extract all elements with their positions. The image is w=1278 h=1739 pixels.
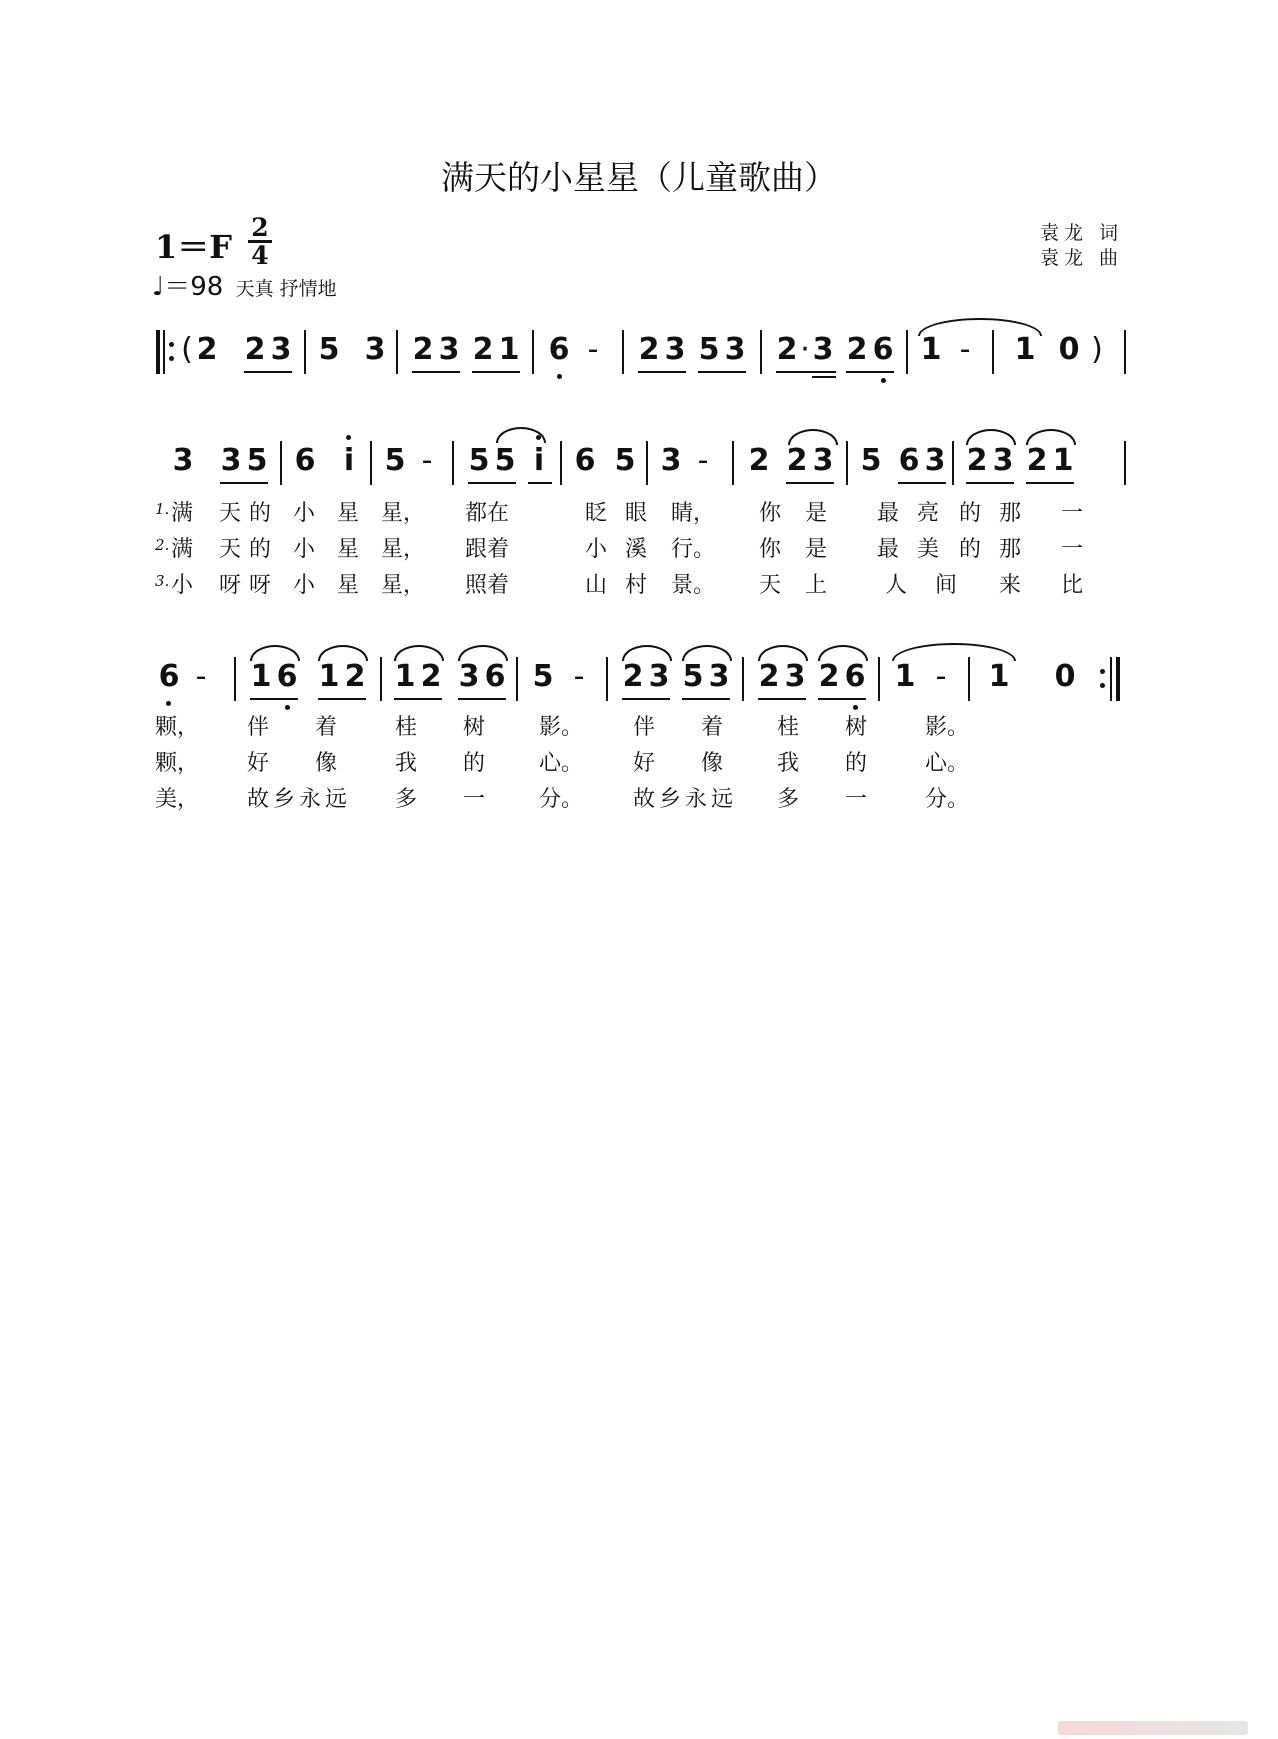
dot: · <box>800 332 810 367</box>
lyric-syllable: 天 <box>219 537 242 562</box>
note: 5 <box>318 332 340 367</box>
time-signature <box>248 213 272 270</box>
note: 3 <box>992 443 1014 478</box>
lyric-syllable: 天 <box>759 573 782 598</box>
lyric-syllable: 一 <box>463 787 486 812</box>
lyric-syllable: 星， <box>381 573 426 598</box>
lyric-syllable: 颗， <box>155 715 200 740</box>
lyric-syllable: 一 <box>1061 501 1084 526</box>
note: 1 <box>498 332 520 367</box>
lyric-syllable: 星 <box>337 573 360 598</box>
score-row-2 <box>156 441 1126 501</box>
lyric-syllable: 我 <box>777 751 800 776</box>
note: 3 <box>172 443 194 478</box>
lyric-syllable: 故乡永远 <box>247 787 352 812</box>
note: 6 <box>898 443 920 478</box>
lyric-syllable: 最 <box>877 501 900 526</box>
lyric-syllable: 溪 <box>625 537 648 562</box>
note: 6 <box>294 443 316 478</box>
note: i <box>533 443 545 478</box>
lyric-syllable: 的 <box>959 501 982 526</box>
note: 2 <box>622 659 644 694</box>
lyric-syllable: 满 <box>171 537 194 562</box>
lyric-syllable: 一 <box>1061 537 1084 562</box>
lyric-syllable: 影。 <box>925 715 970 740</box>
lyric-syllable: 人 <box>885 573 908 598</box>
note: 3 <box>664 332 686 367</box>
lyric-syllable: 树 <box>845 715 868 740</box>
lyric-syllable: 分。 <box>925 787 970 812</box>
lyric-syllable: 心。 <box>539 751 584 776</box>
lyric-syllable: 山 <box>585 573 608 598</box>
lyric-syllable: 间 <box>935 573 958 598</box>
lyric-syllable: 故乡永远 <box>633 787 738 812</box>
note: 2 <box>966 443 988 478</box>
lyric-syllable: 最 <box>877 537 900 562</box>
lyric-syllable: 像 <box>315 751 338 776</box>
lyric-syllable: 眨 <box>585 501 608 526</box>
lyric-syllable: 分。 <box>539 787 584 812</box>
lyric-syllable: 的 <box>249 537 272 562</box>
lyric-syllable: 你 <box>759 501 782 526</box>
note: 6 <box>844 659 866 694</box>
note: 6 <box>872 332 894 367</box>
note: 3 <box>708 659 730 694</box>
lyric-syllable: 着 <box>315 715 338 740</box>
lyricist-credit: 袁龙 词 <box>1040 222 1124 244</box>
lyric-syllable: 满 <box>171 501 194 526</box>
watermark-logo <box>1058 1721 1248 1735</box>
lyric-syllable: 树 <box>463 715 486 740</box>
lyric-syllable: 小 <box>171 573 194 598</box>
note: i <box>343 443 355 478</box>
note: 0 <box>1058 332 1080 367</box>
note: 0 <box>1054 659 1076 694</box>
lyric-syllable: 好 <box>633 751 656 776</box>
note: 2 <box>196 332 218 367</box>
lyric-syllable: 我 <box>395 751 418 776</box>
note: 1 <box>250 659 272 694</box>
lyric-syllable: 景。 <box>671 573 716 598</box>
note: 5 <box>468 443 490 478</box>
note: 3 <box>648 659 670 694</box>
lyric-syllable: 村 <box>625 573 648 598</box>
note: 6 <box>574 443 596 478</box>
lyric-syllable: 美 <box>917 537 940 562</box>
lyric-syllable: 星 <box>337 537 360 562</box>
dash: - <box>421 443 433 478</box>
note: 3 <box>364 332 386 367</box>
lyric-syllable: 小 <box>293 573 316 598</box>
lyric-syllable: 上 <box>805 573 828 598</box>
lyric-syllable: 影。 <box>539 715 584 740</box>
lyric-syllable: 2. <box>155 536 170 554</box>
note: 6 <box>276 659 298 694</box>
tempo-style: 天真 抒情地 <box>235 278 337 300</box>
paren-close: ) <box>1091 332 1103 367</box>
note: 3 <box>924 443 946 478</box>
lyric-syllable: 3. <box>155 572 170 590</box>
lyric-syllable: 一 <box>845 787 868 812</box>
note: 2 <box>638 332 660 367</box>
note: 1 <box>920 332 942 367</box>
lyric-syllable: 那 <box>999 537 1022 562</box>
lyric-syllable: 多 <box>777 787 800 812</box>
lyric-syllable: 好 <box>247 751 270 776</box>
lyric-syllable: 都在 <box>465 501 510 526</box>
lyric-syllable: 小 <box>293 501 316 526</box>
note: 6 <box>548 332 570 367</box>
note: 2 <box>748 443 770 478</box>
lyric-syllable: 亮 <box>917 501 940 526</box>
tempo-marking <box>152 266 337 303</box>
dash: - <box>935 659 947 694</box>
lyric-syllable: 比 <box>1061 573 1084 598</box>
note: 3 <box>270 332 292 367</box>
lyric-syllable: 小 <box>585 537 608 562</box>
note: 5 <box>494 443 516 478</box>
lyric-syllable: 星 <box>337 501 360 526</box>
lyric-syllable: 那 <box>999 501 1022 526</box>
lyric-syllable: 像 <box>701 751 724 776</box>
note: 6 <box>158 659 180 694</box>
note: 5 <box>246 443 268 478</box>
note: 3 <box>724 332 746 367</box>
lyric-syllable: 是 <box>805 501 828 526</box>
note: 3 <box>660 443 682 478</box>
note: 5 <box>698 332 720 367</box>
lyric-syllable: 天 <box>219 501 242 526</box>
note: 2 <box>1026 443 1048 478</box>
note: 6 <box>484 659 506 694</box>
note: 2 <box>818 659 840 694</box>
lyric-syllable: 睛， <box>671 501 716 526</box>
note: 3 <box>220 443 242 478</box>
note: 5 <box>532 659 554 694</box>
dash: - <box>697 443 709 478</box>
lyric-syllable: 眼 <box>625 501 648 526</box>
song-title: 满天的小星星（儿童歌曲） <box>441 158 837 197</box>
lyric-syllable: 星， <box>381 501 426 526</box>
lyric-syllable: 是 <box>805 537 828 562</box>
note: 5 <box>384 443 406 478</box>
lyric-syllable: 的 <box>249 501 272 526</box>
note: 1 <box>318 659 340 694</box>
note: 2 <box>412 332 434 367</box>
lyric-syllable: 的 <box>845 751 868 776</box>
note: 2 <box>344 659 366 694</box>
note: 2 <box>472 332 494 367</box>
note: 2 <box>244 332 266 367</box>
lyric-syllable: 小 <box>293 537 316 562</box>
lyric-syllable: 呀 <box>219 573 242 598</box>
lyric-syllable: 伴 <box>633 715 656 740</box>
tempo-value: ♩＝98 <box>152 272 224 302</box>
dash: - <box>195 659 207 694</box>
key-signature: 1＝F <box>155 228 232 266</box>
lyric-syllable: 桂 <box>777 715 800 740</box>
note: 3 <box>438 332 460 367</box>
note: 1 <box>894 659 916 694</box>
lyric-syllable: 星， <box>381 537 426 562</box>
note: 1 <box>988 659 1010 694</box>
lyric-syllable: 颗， <box>155 751 200 776</box>
note: 2 <box>758 659 780 694</box>
lyric-syllable: 行。 <box>671 537 716 562</box>
lyric-syllable: 1. <box>155 500 170 518</box>
time-signature-top: 2 <box>251 213 269 242</box>
note: 2 <box>786 443 808 478</box>
lyric-syllable: 来 <box>999 573 1022 598</box>
note: 3 <box>458 659 480 694</box>
dash: - <box>573 659 585 694</box>
lyric-syllable: 跟着 <box>465 537 510 562</box>
note: 5 <box>682 659 704 694</box>
lyric-syllable: 的 <box>959 537 982 562</box>
score-row-3 <box>156 657 1126 717</box>
lyric-syllable: 照着 <box>465 573 510 598</box>
lyric-syllable: 桂 <box>395 715 418 740</box>
dash: - <box>959 332 971 367</box>
lyric-syllable: 多 <box>395 787 418 812</box>
composer-credit: 袁龙 曲 <box>1040 247 1124 269</box>
score-row-1 <box>156 330 1126 390</box>
note: 2 <box>420 659 442 694</box>
lyric-syllable: 美， <box>155 787 200 812</box>
lyric-syllable: 伴 <box>247 715 270 740</box>
note: 2 <box>776 332 798 367</box>
note: 3 <box>812 332 834 367</box>
dash: - <box>587 332 599 367</box>
lyric-syllable: 你 <box>759 537 782 562</box>
note: 5 <box>614 443 636 478</box>
note: 2 <box>846 332 868 367</box>
note: 5 <box>860 443 882 478</box>
note: 1 <box>394 659 416 694</box>
note: 1 <box>1052 443 1074 478</box>
paren-open: ( <box>181 332 193 367</box>
note: 1 <box>1014 332 1036 367</box>
time-signature-bottom: 4 <box>251 241 269 270</box>
lyric-syllable: 心。 <box>925 751 970 776</box>
note: 3 <box>812 443 834 478</box>
lyric-syllable: 着 <box>701 715 724 740</box>
lyric-syllable: 呀 <box>249 573 272 598</box>
note: 3 <box>784 659 806 694</box>
lyric-syllable: 的 <box>463 751 486 776</box>
